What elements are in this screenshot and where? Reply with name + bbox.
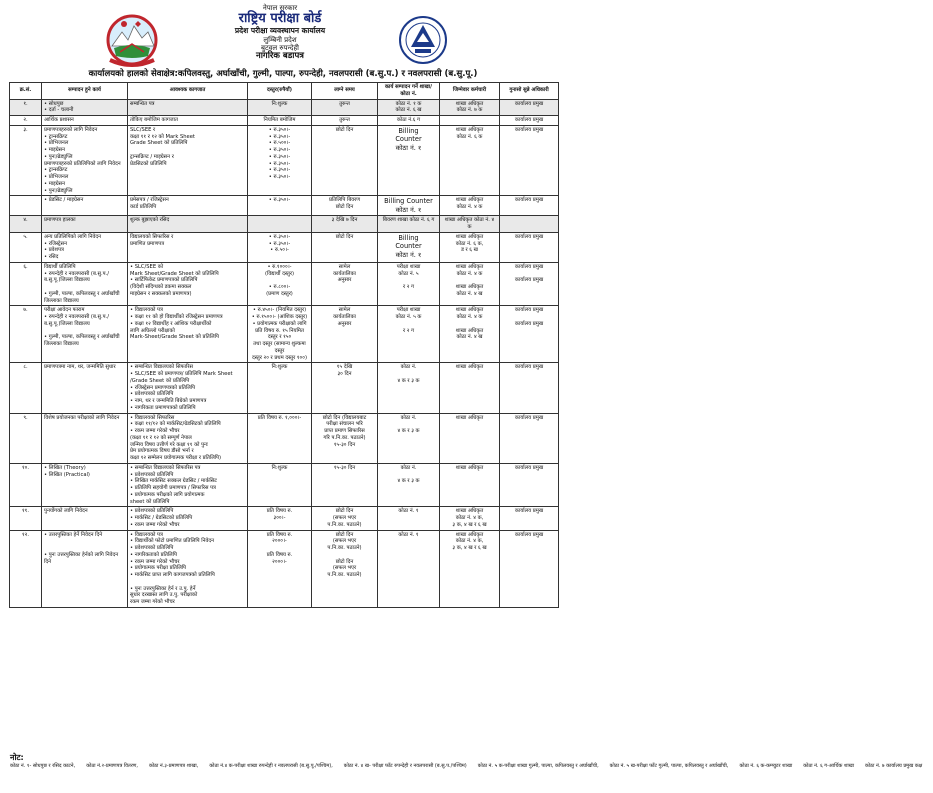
branch-room-cell: कोठा नं. १ [378,530,440,607]
branch-room-cell: Billing Counter कोठा नं. १ [378,232,440,262]
work-item: विशेष प्रयोजनका परीक्षाको लागि निवेदन [44,414,120,421]
branch-room-cell: कोठा नं. १ क कोठा नं. ६ ख [378,99,440,116]
documents-cell: सम्बन्धित पत्र [128,99,248,116]
column-header: लाग्ने समय [312,83,378,100]
work-item: पुनर्योगको लागि निवेदन [44,508,88,515]
grievance-officer-cell: कार्यालय प्रमुख कार्यालय प्रमुख [500,262,559,306]
documents-cell: • सम्बन्धित विद्यालयको सिफारिस • SLC/SEE को प्रमाणपत्र/ प्रतिलिपि Mark Sheet /Grade Sheet को प्रतिलिपि • रजिस्ट्रेसन प्रमाणपत्रको प्रतिलिपि • प्रवेशपत्रको प्रतिलिपि • नाम, थर र जन्ममिति बिग्रेको प्रमाणपत्र • नागरिकता प्रमाणपत्रको प्रतिलिपि [128,363,248,413]
table-row [10,507,559,530]
documents-cell: प्रमेसपत्र / रजिस्ट्रेसन कार्ड प्रतिलिपि [128,196,248,216]
work-item: • ट्रान्सक्रिप्ट [44,133,68,140]
fee-cell: • रु.३५०।- • रु.३५०।- • रु.५०।- [248,232,312,262]
grievance-officer-cell: कार्यालय प्रमुख [500,363,559,413]
responsible-staff-cell: शाखा अधिकृत [440,363,500,413]
documents-cell: • विद्यालयको पत्र • कक्षा ११ को हो विद्यार्थीको रजिस्ट्रेसन प्रमाणपत्र • कक्षा १२ विद्यार्थीह र आंशिक परीक्षार्थीको लागि अघिल्लो परीक्षाको Mark-Sheet/Grade Sheet को प्रतिलिपि [128,306,248,363]
work-item: • रसिद [44,254,59,261]
work-item [44,538,125,545]
responsible-staff-cell [440,116,500,126]
note-item: कोठा नं.४ क-परीक्षा शाखा रुपन्देही र नवलपरासी (ब.सु.पू./पश्चिम), [209,763,333,769]
documents-cell: SLC/SEE र कक्षा ११ र १२ को Mark Sheet Grade Sheet को प्रतिलिपि ट्रान्सक्रिप्ट / माइग्रेसन र प्रेडसिटको प्रतिलिपि [128,125,248,196]
work-cell [42,262,128,306]
work-item: • गुल्मी, पाल्पा, कपिलवस्तु र अर्घाखाँची जिल्लाका विद्यालय [44,334,120,348]
serial-number-cell: ५. [10,232,42,262]
table-row [10,196,559,216]
work-item: • लिखित (Practical) [44,471,90,478]
branch-room-cell: कोठा नं.६ ग [378,116,440,126]
responsible-staff-cell: शाखा अधिकृत कोठा नं. ७ क [440,99,500,116]
serial-number-cell: १०. [10,463,42,507]
work-item: • दर्ता - चलानी [44,107,74,114]
time-cell: छोटो दिन (सफल भएर प.नि.का. पठाउने) [312,507,378,530]
note-item: कोठा नं.३-प्रमाणपत्र शाखा, [149,763,199,769]
work-item: • प्रवेशपत्र [44,247,64,254]
office-name: प्रदेश परीक्षा व्यवस्थापन कार्यालय [234,25,326,35]
province-name: लुम्बिनी प्रदेश [263,35,297,44]
column-header: दस्तुर(रुपैयाँ) [248,83,312,100]
note-title: नोट: [10,753,24,762]
nepal-emblem-logo [104,12,160,70]
work-item: • उत्तरपुस्तिका हेर्ने निवेदन दिने [44,531,103,538]
grievance-officer-cell: कार्यालय प्रमुख [500,99,559,116]
work-cell [42,232,128,262]
documents-cell: • विद्यालयको सिफारिस • कक्षा ११/१२ को मार्कसिट/ग्रेडसिटको प्रतिलिपि • रकम जम्मा गरेको भौचर (कक्षा ११ र १२ को सम्पूर्ण नेपाल जन्मिय विषय उत्तीर्ण गरे कक्षा ११ को पुनः प्रेम प्रयोगात्मक विषय डौसो भर्ना र कक्षा १२ सम्मेलन प्रयोगात्मक परीक्षा र प्रतिलिपि) [128,413,248,463]
branch-room-cell: परीक्षा शाखा कोठा नं. ५ क र २ ग [378,306,440,363]
time-cell: सामेल कार्यतालिका अनुसार [312,306,378,363]
fee-cell: • रु.३५०।- [248,196,312,216]
time-cell: छोटो दिन [312,232,378,262]
fee-cell: • रु.१०००।- (विद्यार्थी दस्तुर) • रु.८००।- (प्रमाण दस्तुर) [248,262,312,306]
work-item: प्रमाणपत्र हालका [44,217,76,224]
work-item: • ट्रान्सक्रिप्ट [44,167,68,174]
fee-cell: नियमित बमोजिम [248,116,312,126]
serial-number-cell: १२. [10,530,42,607]
time-cell: छोटो दिन [312,125,378,196]
note-item: कोठा नं. १- सोधपुछ र रसिद काटने, [10,763,76,769]
note-item: कोठा नं. ५ क-परीक्षा शाखा गुल्मी, पाल्पा, कपिलवस्तु र अर्घाखाँची, [477,763,599,769]
serial-number-cell: ८. [10,363,42,413]
work-item: • प्रोभिजनल [44,140,69,147]
work-item: • पुनः/ब्रेड्युप्लि [44,187,73,194]
fee-cell: नि:शुल्क [248,363,312,413]
page-header [0,0,566,82]
work-item [44,284,125,291]
work-item: आर्थिक प्रशासन [44,117,74,123]
fee-cell: • रु.४५०।- (नियमित दस्तुर) • रु.१५००।- (आंशिक दस्तुर) • प्रयोगात्मक परीक्षाको लागि प्रति विषय रु. १५ नियमित दस्तुर र १५० तथा दस्तुर (सामान्य शुल्कमा दस्तुर दस्तुर २० र प्रथम दस्तुर १००) [248,306,312,363]
serial-number-cell: ४. [10,216,42,233]
fee-cell: प्रति विषय रु. १,०००।- [248,413,312,463]
work-item: प्रमाणपत्रहरुको प्रतिलिपिको लागि निवेदन [44,160,121,167]
time-cell: छोटो दिन (सफल भएर प.नि.का. पठाउने) छोटो दिन (सफल भएर प.नि.का. पठाउने) [312,530,378,607]
work-item: • पुनः/ब्रेड्युप्लि [44,153,73,160]
table-row [10,306,559,363]
table-row [10,232,559,262]
table-row [10,363,559,413]
work-item: • लिखित (Theory) [44,464,86,471]
branch-room-cell: Billing Counter कोठा नं. १ [378,125,440,196]
table-header-row [10,83,559,100]
documents-cell: • प्रवेशपत्रको प्रतिलिपि • मार्कसिट / ग्रेडसिटको प्रतिलिपि • रकम जम्मा गरेको भौचर [128,507,248,530]
grievance-officer-cell: कार्यालय प्रमुख [500,463,559,507]
column-header: गुनासो सुन्ने अधिकारी [500,83,559,100]
work-cell [42,196,128,216]
serial-number-cell: ९. [10,413,42,463]
work-item: परीक्षा आवेदन फाराम [44,307,85,314]
exam-board-logo [398,14,448,66]
board-name: राष्ट्रिय परीक्षा बोर्ड [238,11,322,27]
fee-cell: प्रति विषय रु. २०००।- प्रति विषय रु. २०००।- [248,530,312,607]
responsible-staff-cell: शाखा अधिकृत कोठा नं. ४ क, ३ क, ४ ख र ६ ख [440,530,500,607]
branch-room-cell: बिवरण शाखा कोठा नं. ६ ग [378,216,440,233]
work-item: विद्यार्थी प्रतिलिपि [44,263,76,270]
work-cell [42,530,128,607]
responsible-staff-cell: शाखा अधिकृत कोठा नं. ६ क, ड र ६ ख [440,232,500,262]
grievance-officer-cell: कार्यालय प्रमुख [500,232,559,262]
documents-cell: तोकिए बमोजिम कागजात [128,116,248,126]
grievance-officer-cell: कार्यालय प्रमुख कार्यालय प्रमुख [500,306,559,363]
note-item: कोठा नं. ६ क-कम्प्युटर शाखा [739,763,793,769]
branch-room-cell: कोठा नं. ४ क र ३ क [378,413,440,463]
grievance-officer-cell: कार्यालय प्रमुख [500,413,559,463]
fee-cell: प्रति विषय रु. ३००।- [248,507,312,530]
work-item: • माइग्रेसन [44,180,66,187]
responsible-staff-cell: शाखा अधिकृत कोठा नं. ६ क [440,125,500,196]
time-cell: ३ देखि ७ दिन [312,216,378,233]
note-item: कोठा नं. ५ ख-परीक्षा फाँट गुल्मी, पाल्पा, कपिलवस्तु र अर्घाखाँची, [609,763,729,769]
note-item: कोठा नं. ४ ख- परीक्षा फाँट रुपन्देही र नवलपरासी (ब.सु.प./पश्चिम) [343,763,467,769]
header-line-1: नेपाल सरकार [262,4,298,12]
documents-cell: शुल्क बुझाएको रसिद [128,216,248,233]
notes-list [10,762,923,772]
branch-room-cell: परीक्षा शाखा कोठा नं. ५ र २ ग [378,262,440,306]
time-cell: छोटो दिन (विद्यालयबाट परीक्षा संचालन भरि प्राप्त प्रमाण सिफारिस गरि प.नि.का. पठाउने) १५-३० दिन [312,413,378,463]
column-header: कार्य सम्पादन गर्ने शाखा/ कोठा नं. [378,83,440,100]
work-item: • प्रेडसिट / माइग्रेसन [44,197,84,204]
work-item: • माइग्रेसन [44,147,66,153]
responsible-staff-cell: शाखा अधिकृत [440,463,500,507]
table-row [10,99,559,116]
serial-number-cell: १. [10,99,42,116]
work-cell [42,507,128,530]
time-cell: तुरुन्त [312,116,378,126]
column-header: सम्पादन हुने कार्य [42,83,128,100]
table-row [10,125,559,196]
responsible-staff-cell: शाखा अधिकृत कोठा नं. ४ क शाखा अधिकृत कोठा नं. ४ ख [440,306,500,363]
work-cell [42,413,128,463]
work-item: अन्य प्रतिलिपिको लागि निवेदन [44,233,102,240]
serial-number-cell: ७. [10,306,42,363]
work-cell [42,216,128,233]
branch-room-cell: कोठा नं. १ [378,507,440,530]
time-cell: प्रतिलिपि बिवरण छोटो दिन [312,196,378,216]
grievance-officer-cell: कार्यालय प्रमुख [500,125,559,196]
fee-cell [248,216,312,233]
time-cell: १५-३० दिन [312,463,378,507]
work-item: • सोधपुछ [44,100,64,107]
branch-room-cell: कोठा नं. ४ क र ३ क [378,463,440,507]
table-row [10,262,559,306]
service-area-banner: कार्यालयको हालको सेवाक्षेत्र:कपिलवस्तु, अर्घाखाँची, गुल्मी, पाल्पा, रुपन्देही, नवलपरासी (ब.सु.प.) र नवलपरासी (ब.सु.पू.) [88,69,478,79]
work-cell [42,463,128,507]
citizen-charter-table [9,82,559,608]
note-item: कोठा नं.२-प्रमाणपत्र वितरण, [86,763,138,769]
grievance-officer-cell: कार्यालय प्रमुख [500,196,559,216]
work-item: • रुपन्देही र नवलपरासी (ब.सु.प./ब.सु.पू.)जिल्ला विद्यालय [44,314,109,327]
work-cell [42,363,128,413]
work-item: प्रमाणपत्रमा नाम, थर, जन्ममिति सुधार [44,364,116,371]
grievance-officer-cell: कार्यालय प्रमुख [500,116,559,126]
responsible-staff-cell: शाखा अधिकृत कोठा नं. ४ क [440,216,500,233]
branch-room-cell: कोठा नं. ४ क र ३ क [378,363,440,413]
serial-number-cell: २. [10,116,42,126]
note-item: कोठा नं. ६ ग-आर्थिक शाखा [803,763,855,769]
document-title: नागरिक बडापत्र [256,50,304,61]
grievance-officer-cell: कार्यालय प्रमुख [500,507,559,530]
time-cell: तुरुन्त [312,99,378,116]
work-item [44,545,125,552]
documents-cell: • विद्यालयको पत्र • विद्यार्थीको फोटो प्रमाणित प्रतिलिपि निवेदन • प्रवेशपत्रको प्रतिलिपि • नागरिकताको प्रतिलिपि • रकम जम्मा गरेको भौचर • प्रयोगात्मक परीक्षा प्रतिलिपि • मार्कसिट प्राप्त लागि कागजपत्रको प्रतिलिपि • पुनः उत्तरपुस्तिका हेर्न र उ.पु. हेर्ने सुधार दरखास्त लागि उ.पु. परीक्षाको रकम जम्मा गरेको भौचर [128,530,248,607]
table-row [10,530,559,607]
work-item: • पुनः उत्तरपुस्तिका हेर्नको लागि निवेदन दिने [44,551,119,565]
table-row [10,216,559,233]
note-item: कोठा नं. ७ कार्यालय प्रमुख कक्ष [865,763,923,769]
responsible-staff-cell: शाखा अधिकृत [440,413,500,463]
documents-cell: • SLC/SEE को Mark Sheet/Grade Sheet को प्रतिलिपि • सार्टिफिकेट प्रमाणपत्रको प्रतिलिपि (विदेशी संदिग्धको डकमा सक्कल माइग्रेसन र सक्कलको प्रमाणपत्र) [128,262,248,306]
work-cell [42,116,128,126]
fee-cell: नि:शुल्क [248,99,312,116]
work-item: • प्रोभिजनल [44,174,69,180]
serial-number-cell: ३. [10,125,42,196]
work-item: • गुल्मी, पाल्पा, कपिलवस्तु र अर्घाखाँची जिल्लाका विद्यालय [44,290,120,304]
responsible-staff-cell: शाखा अधिकृत कोठा नं. ४ क शाखा अधिकृत कोठा नं. ४ ख [440,262,500,306]
fee-cell: नि:शुल्क [248,463,312,507]
work-item: • रुपन्देही र नवलपरासी (ब.सु.प./ब.सु.पू.)जिल्ला विद्यालय [44,270,109,284]
time-cell: १५ देखि ३० दिन [312,363,378,413]
column-header: आवश्यक कागजात [128,83,248,100]
work-item: प्रमाणपत्रहरुको लागि निवेदन [44,126,98,133]
grievance-officer-cell: कार्यालय प्रमुख [500,530,559,607]
serial-number-cell: ६. [10,262,42,306]
grievance-officer-cell [500,216,559,233]
work-cell [42,306,128,363]
table-row [10,116,559,126]
column-header: जिम्मेवार कर्मचारी [440,83,500,100]
branch-room-cell: Billing Counter कोठा नं. १ [378,196,440,216]
column-header: क्र.सं. [10,83,42,100]
fee-cell: • रु.३५०।- • रु.३५०।- • रु.५००।- • रु.३५०।- • रु.३५०।- • रु.३५०।- • रु.३५०।- • रु.३५०।- [248,125,312,196]
table-row [10,463,559,507]
serial-number-cell: ११. [10,507,42,530]
office-location: बुटवल रुपन्देही [261,43,299,52]
documents-cell: विद्यालयको सिफारिस र प्रमाणित प्रमाणपत्र [128,232,248,262]
table-row [10,413,559,463]
responsible-staff-cell: शाखा अधिकृत कोठा नं. ४ क [440,196,500,216]
time-cell: सामेल कार्यतालिका अनुसार [312,262,378,306]
work-cell [42,99,128,116]
documents-cell: • सम्बन्धित विद्यालयको सिफारिस पत्र • प्रवेशपत्रको प्रतिलिपि • लिखित मार्कसिट सक्कल ग्रेडसिट / मार्कसिट • प्रतिलिपि सहयोगी प्रमाणपत्र / सिफारिस पत्र • प्रयोगात्मक परीक्षको लागि प्रयोगात्मक sheet को प्रतिलिपि [128,463,248,507]
work-cell [42,125,128,196]
serial-number-cell [10,196,42,216]
work-item: • रजिस्ट्रेसन [44,240,68,247]
responsible-staff-cell: शाखा अधिकृत कोठा नं. ४ क, ३ क, ४ ख र ६ ख [440,507,500,530]
